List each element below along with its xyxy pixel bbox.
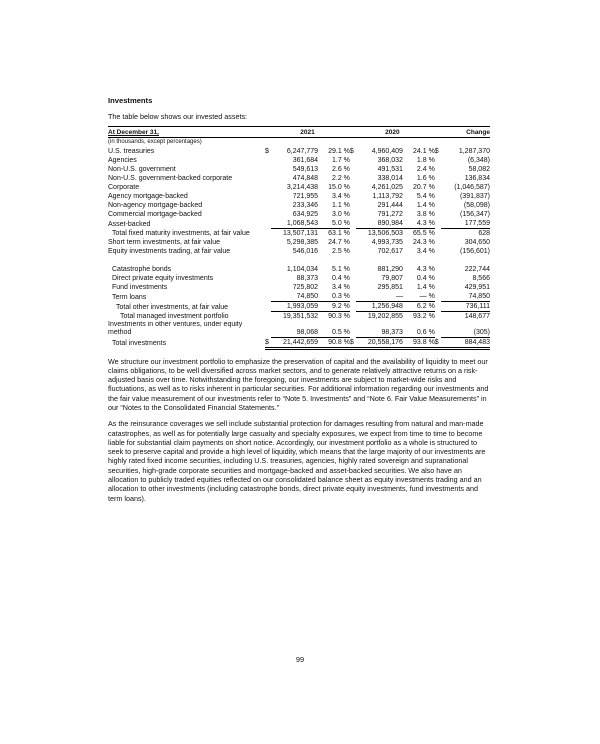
row-value-2021: 721,955: [292, 193, 319, 200]
row-pct-2021: 9.2 %: [318, 302, 350, 312]
row-pct-2021: 2.5 %: [332, 248, 350, 255]
row-label: Term loans: [112, 293, 147, 301]
row-dollar: $: [435, 337, 441, 348]
row-pct-2020: 0.4 %: [416, 275, 435, 282]
row-pct-2021: 1.1 %: [332, 202, 350, 209]
row-value-2021: 1,068,543: [271, 219, 318, 229]
row-value-2020: 4,993,735: [371, 239, 403, 246]
row-pct-2020: 4.3 %: [403, 219, 435, 229]
row-value-2020: 881,290: [377, 266, 403, 273]
section-title: Investments: [108, 96, 153, 105]
table-row: [108, 274, 490, 283]
table-row: [108, 265, 490, 274]
table-row: [108, 183, 490, 192]
row-change: (6,348): [467, 157, 490, 164]
row-pct-2020: — %: [403, 292, 435, 302]
row-label: Non-agency mortgage-backed: [108, 202, 203, 209]
page-number: 99: [295, 655, 305, 664]
row-label: Fund investments: [112, 284, 168, 291]
row-pct-2020: 93.2 %: [413, 313, 435, 320]
row-value-2021: 361,684: [292, 157, 319, 164]
row-pct-2020: 93.8 %: [403, 337, 435, 348]
row-value-2020: 702,617: [377, 248, 403, 255]
row-value-2020: 79,807: [381, 275, 403, 282]
row-value-2020: 291,444: [377, 202, 403, 209]
row-pct-2020: 4.3 %: [416, 266, 435, 273]
table-row: [108, 247, 490, 256]
row-pct-2021: 15.0 %: [328, 184, 350, 191]
table-row: [108, 174, 490, 183]
row-pct-2021: 3.4 %: [332, 284, 350, 291]
row-value-2021: 1,993,059: [271, 302, 318, 312]
row-value-2020: 338,014: [377, 175, 403, 182]
row-label: Commercial mortgage-backed: [108, 211, 202, 218]
row-change: 429,951: [464, 284, 490, 291]
row-value-2021: 6,247,779: [286, 148, 319, 155]
row-label: Short term investments, at fair value: [108, 239, 221, 246]
row-value-2021: 549,613: [292, 166, 319, 173]
table-header-row: [108, 127, 490, 138]
row-pct-2021: 63.1 %: [328, 230, 350, 237]
row-label: Asset-backed: [108, 220, 151, 228]
row-label: Non-U.S. government: [108, 166, 176, 173]
row-change: 148,677: [464, 313, 490, 320]
row-pct-2020: 20.7 %: [413, 184, 435, 191]
table-row: [108, 201, 490, 210]
row-label: Non-U.S. government-backed corporate: [108, 175, 233, 182]
row-value-2020: —: [356, 292, 403, 302]
invested-assets-table: [108, 127, 490, 350]
row-value-2021: 233,346: [292, 202, 319, 209]
header-col-2020: 2020: [385, 129, 400, 136]
table-spacer-row: [108, 256, 490, 265]
row-change: 628: [478, 230, 490, 237]
row-pct-2021: 1.7 %: [332, 157, 350, 164]
row-dollar: $: [349, 148, 354, 155]
row-pct-2020: 1.6 %: [416, 175, 435, 182]
row-change: 884,483: [441, 337, 490, 348]
row-value-2020: 491,531: [377, 166, 403, 173]
row-label: Agencies: [108, 157, 137, 164]
table-row: [108, 156, 490, 165]
body-paragraph: As the reinsurance coverages we sell include substantial protection for damages resulting from natural and man-made catastrophes, as well as for potentially large casualty and specialty exposures, we expect from time to time to become liable for substantial claim payments on short notice. Accordingly, our investment portfolio as a whole is structured to seek to preserve capital and provide a high level of liquidity, which means that the large majority of our investments are highly rated fixed income securities, including U.S. treasuries, agencies, highly rated sovereign and supranational securities, high-grade corporate securities and mortgage-backed and asset-backed securities. We also have an allocation to publicly traded equities reflected on our consolidated balance sheet as equity investments trading and an allocation to other investments (including catastrophe bonds, direct private equity investments, fund investments and term loans).: [108, 419, 486, 503]
row-value-2021: 88,373: [296, 275, 319, 282]
row-pct-2020: 3.4 %: [416, 248, 435, 255]
row-pct-2020: 1.8 %: [416, 157, 435, 164]
row-pct-2021: 29.1 %: [328, 148, 350, 155]
row-dollar: $: [265, 337, 271, 348]
row-change: 8,566: [472, 275, 490, 282]
row-pct-2020: 1.4 %: [416, 202, 435, 209]
row-pct-2021: 2.6 %: [332, 166, 350, 173]
table-row: [108, 165, 490, 174]
row-value-2021: 546,016: [292, 248, 319, 255]
row-value-2020: 791,272: [377, 211, 403, 218]
table-row: [108, 321, 490, 337]
row-pct-2020: 3.8 %: [416, 211, 435, 218]
row-pct-2021: 3.0 %: [332, 211, 350, 218]
row-value-2020: 368,032: [377, 157, 403, 164]
row-pct-2020: 1.4 %: [416, 284, 435, 291]
row-change: (156,347): [460, 211, 490, 218]
row-dollar: $: [434, 148, 439, 155]
table-row: [108, 292, 490, 302]
row-pct-2020: 0.6 %: [403, 321, 435, 337]
row-pct-2020: 24.3 %: [413, 239, 435, 246]
row-change: 74,850: [441, 292, 490, 302]
row-label: Corporate: [108, 184, 140, 191]
table-row: [108, 147, 490, 156]
body-paragraph: We structure our investment portfolio to emphasize the preservation of capital and the availability of liquidity to meet our claims obligations, to be well diversified across market sectors, and to generate relatively attractive returns on a risk-adjusted basis over time. Notwithstanding the foregoing, our investments are subject to market-wide risks and fluctuations, as well as to risks inherent in particular securities. For additional information regarding our investments and the fair value measurement of our investments refer to “Note 5. Investments” and “Note 6. Fair Value Measurements” in our “Notes to the Consolidated Financial Statements.”: [108, 356, 489, 412]
row-label: Direct private equity investments: [112, 275, 214, 282]
row-value-2020: 890,984: [356, 219, 403, 229]
row-label: U.S. treasuries: [108, 148, 155, 155]
row-pct-2021: 0.5 %: [318, 321, 350, 337]
table-row: [108, 238, 490, 247]
row-change: 177,559: [441, 219, 490, 229]
intro-text: The table below shows our invested assets:: [108, 112, 248, 121]
row-value-2020: 98,373: [356, 321, 403, 337]
row-value-2020: 1,256,948: [356, 302, 403, 312]
row-value-2020: 13,506,503: [367, 230, 403, 237]
document-page: [108, 96, 490, 503]
table-row: [108, 219, 490, 229]
row-change: 136,834: [464, 175, 490, 182]
row-pct-2021: 3.4 %: [332, 193, 350, 200]
row-change: (156,601): [460, 248, 490, 255]
row-dollar: $: [265, 148, 269, 155]
row-pct-2020: 6.2 %: [403, 302, 435, 312]
row-label: Catastrophe bonds: [112, 266, 172, 273]
row-change: 736,111: [441, 302, 490, 312]
header-col-2021: 2021: [300, 129, 315, 136]
row-pct-2021: 24.7 %: [328, 239, 350, 246]
row-value-2021: 13,507,131: [283, 230, 319, 237]
row-pct-2021: 90.3 %: [328, 313, 350, 320]
row-value-2021: 98,068: [271, 321, 318, 337]
table-row: [108, 229, 490, 239]
table-row: [108, 302, 490, 312]
table-row: [108, 210, 490, 219]
row-label: Equity investments trading, at fair value: [108, 248, 231, 255]
row-value-2021: 725,802: [292, 284, 319, 291]
table-row: [108, 312, 490, 322]
header-col-change: Change: [466, 129, 490, 136]
row-pct-2020: 65.5 %: [413, 230, 435, 237]
table-subheader: (in thousands, except percentages): [108, 138, 490, 148]
row-value-2020: 19,202,855: [367, 313, 403, 320]
row-pct-2020: 5.4 %: [416, 193, 435, 200]
row-label: Total other investments, at fair value: [116, 303, 229, 311]
row-change: 1,287,370: [458, 148, 490, 155]
row-dollar: $: [350, 337, 356, 348]
row-pct-2021: 5.0 %: [318, 219, 350, 229]
row-label: Agency mortgage-backed: [108, 193, 188, 200]
table-row: [108, 283, 490, 292]
row-pct-2021: 0.3 %: [318, 292, 350, 302]
row-value-2021: 21,442,659: [271, 337, 318, 348]
row-change: (305): [441, 321, 490, 337]
row-value-2020: 4,960,409: [371, 148, 403, 155]
row-pct-2021: 2.2 %: [332, 175, 350, 182]
row-change: (58,098): [463, 202, 490, 209]
table-row-total: [108, 337, 490, 348]
row-change: (1,046,587): [454, 184, 490, 191]
row-change: 58,082: [468, 166, 490, 173]
row-value-2021: 1,104,034: [286, 266, 319, 273]
row-pct-2021: 5.1 %: [332, 266, 350, 273]
row-value-2021: 634,925: [292, 211, 319, 218]
header-label: At December 31,: [108, 129, 159, 136]
row-label: Investments in other ventures, under equity method: [108, 321, 243, 336]
row-value-2020: 1,113,792: [372, 193, 403, 200]
row-change: 222,744: [464, 266, 490, 273]
row-label: Total investments: [112, 340, 167, 347]
row-label: Total managed investment portfolio: [120, 313, 229, 320]
row-value-2020: 4,261,025: [371, 184, 403, 191]
row-change: (391,837): [460, 193, 490, 200]
row-change: 304,650: [464, 239, 490, 246]
row-value-2021: 19,351,532: [283, 313, 319, 320]
row-value-2021: 474,848: [292, 175, 319, 182]
row-value-2021: 5,298,385: [286, 239, 319, 246]
row-pct-2020: 2.4 %: [416, 166, 435, 173]
row-label: Total fixed maturity investments, at fair value: [112, 230, 250, 237]
row-value-2021: 3,214,438: [286, 184, 319, 191]
row-pct-2020: 24.1 %: [413, 148, 435, 155]
row-pct-2021: 90.8 %: [318, 337, 350, 348]
row-value-2021: 74,850: [271, 292, 318, 302]
row-value-2020: 20,558,176: [356, 337, 403, 348]
row-value-2020: 295,851: [377, 284, 403, 291]
table-row: [108, 192, 490, 201]
row-pct-2021: 0.4 %: [332, 275, 350, 282]
